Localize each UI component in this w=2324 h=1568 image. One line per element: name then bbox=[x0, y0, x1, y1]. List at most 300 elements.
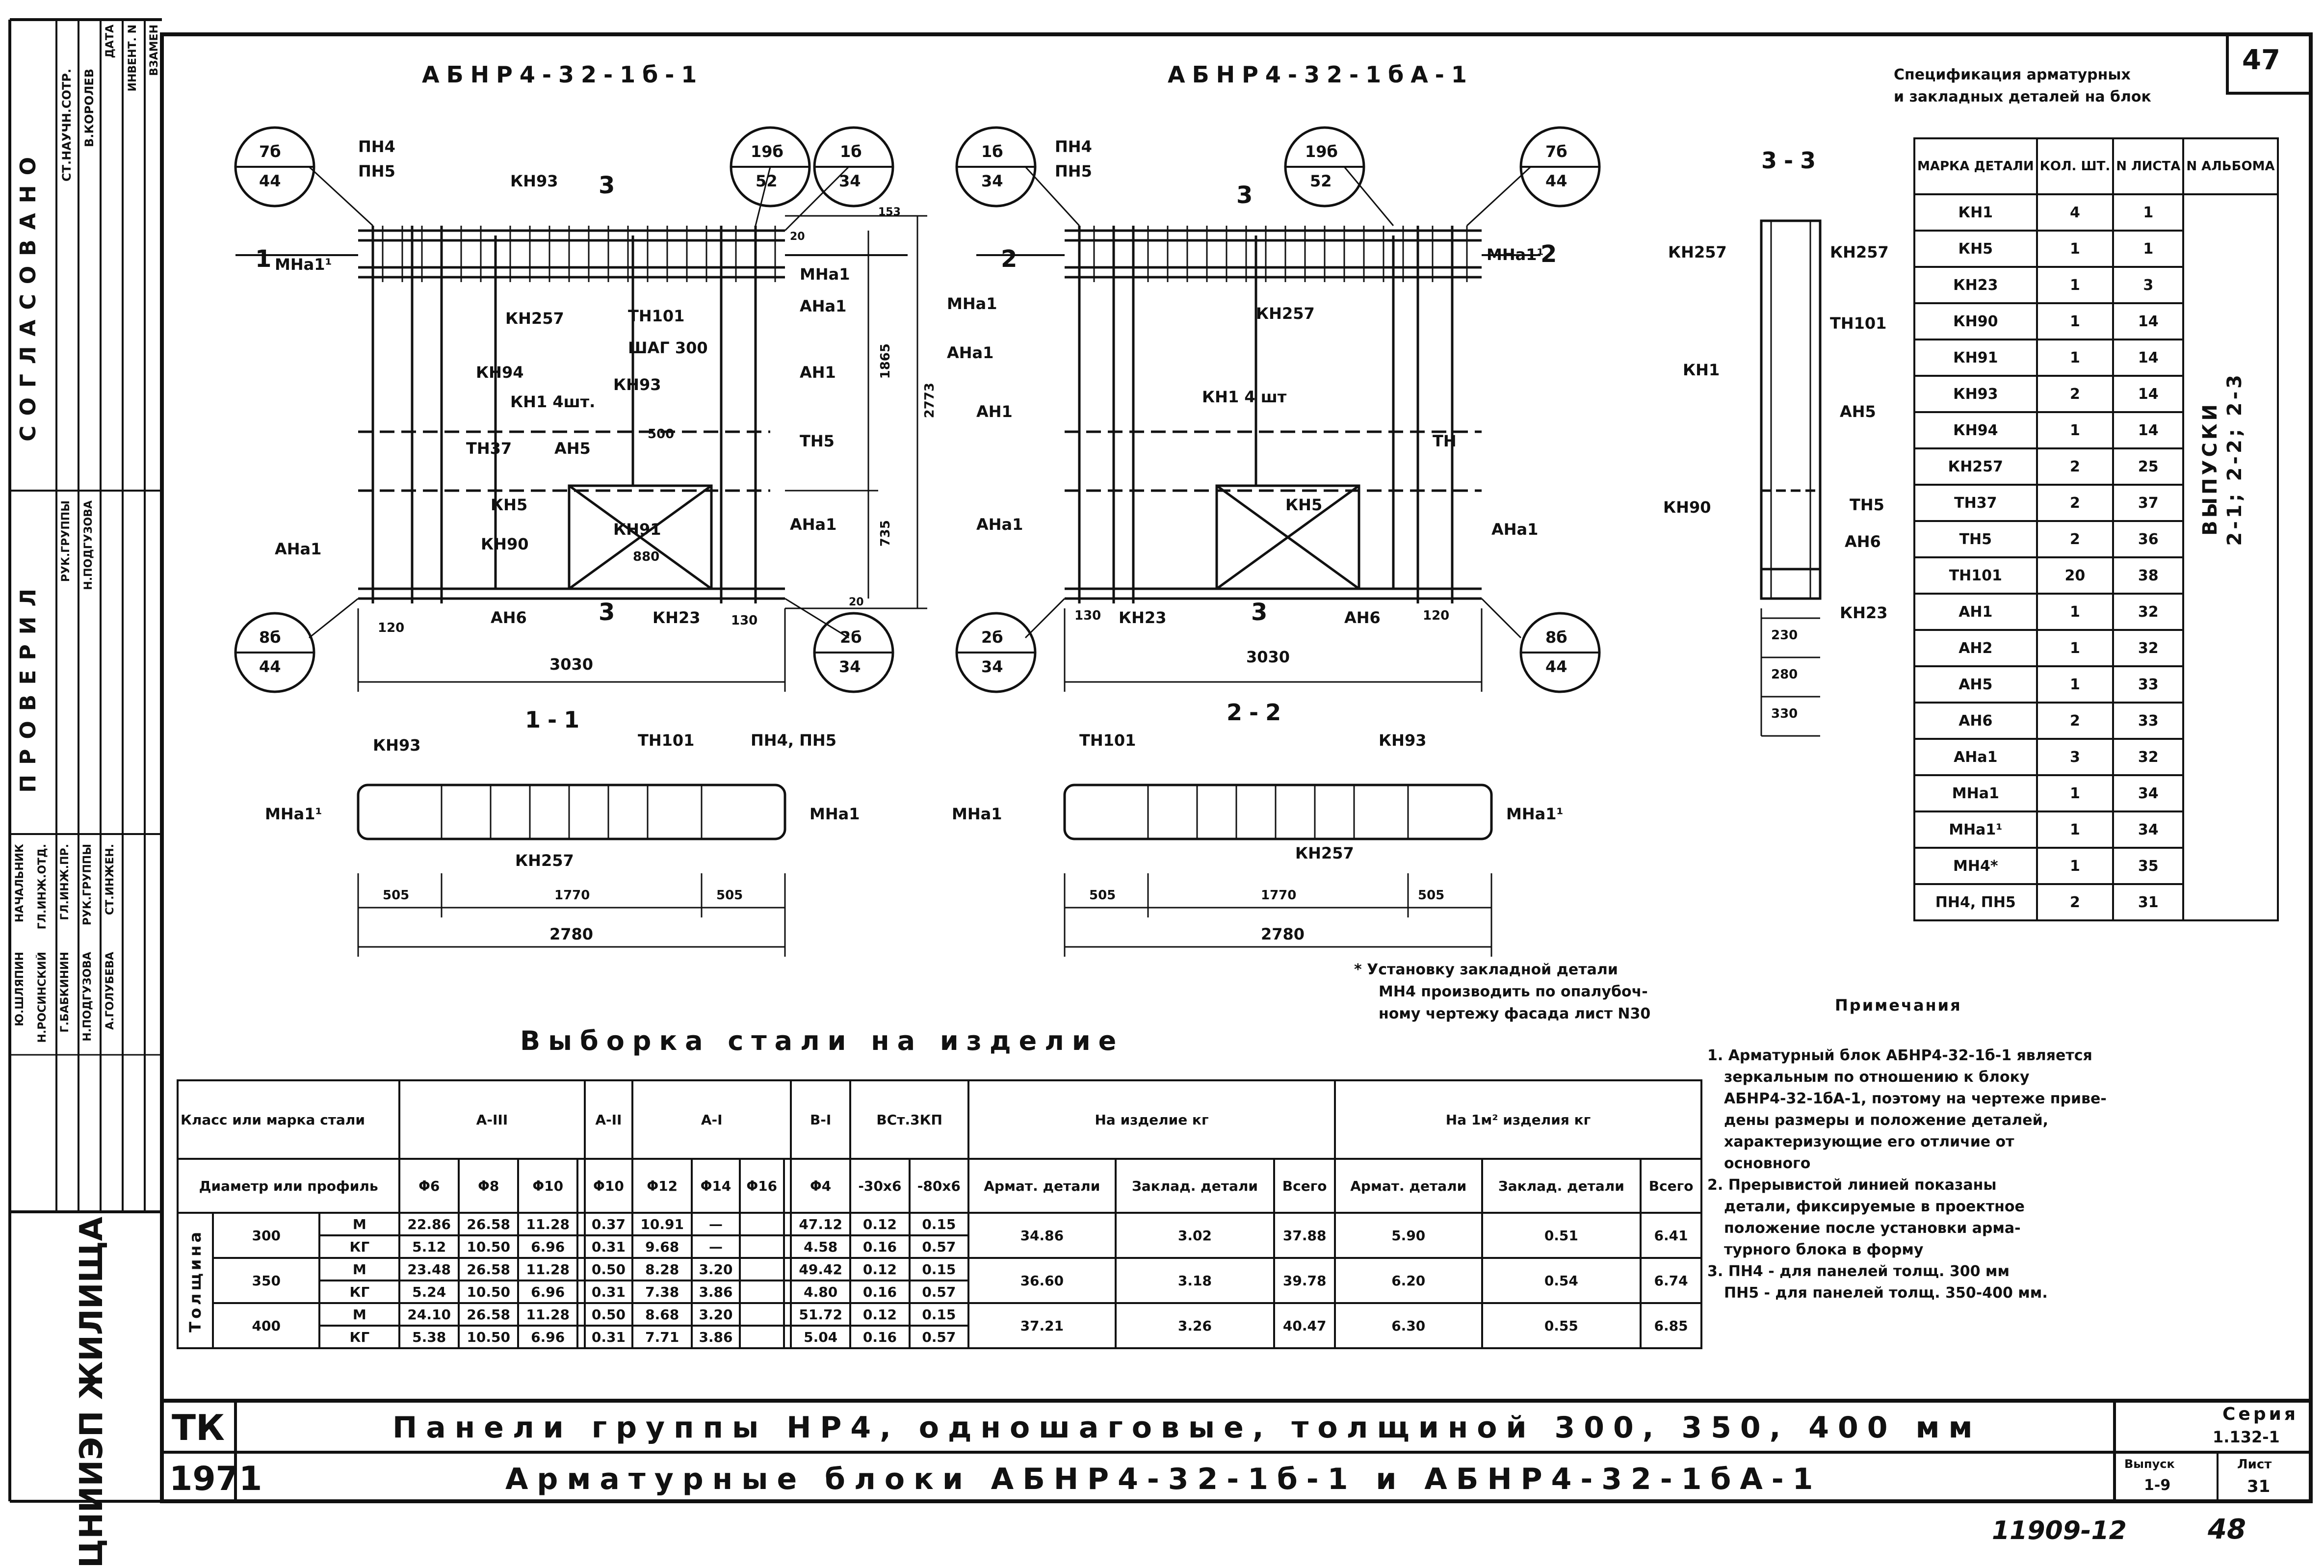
spec-mark: ТН37 bbox=[1914, 485, 2037, 521]
spec-mark: КН91 bbox=[1914, 340, 2037, 376]
stamp-staff-name: Н.ПОДГУЗОВА bbox=[81, 952, 94, 1042]
title-block-line2: Арматурные блоки АБНР4-32-1б-1 и АБНР4-32-1бА-1 bbox=[505, 1462, 1822, 1496]
steel-val: 6.96 bbox=[518, 1281, 577, 1303]
dimension-label: 120 bbox=[1423, 608, 1450, 623]
steel-val: 5.04 bbox=[791, 1326, 850, 1348]
spec-sheet: 3 bbox=[2113, 267, 2183, 303]
steel-val: 3.86 bbox=[692, 1281, 740, 1303]
spec-qty: 20 bbox=[2037, 557, 2114, 594]
spec-mark: КН23 bbox=[1914, 267, 2037, 303]
steel-val bbox=[577, 1281, 584, 1303]
steel-val: 7.38 bbox=[632, 1281, 692, 1303]
spec-mark: ПН4, ПН5 bbox=[1914, 884, 2037, 920]
spec-qty: 3 bbox=[2037, 739, 2114, 775]
dimension-label: 130 bbox=[1074, 608, 1101, 623]
rebar-label: КН23 bbox=[1119, 608, 1167, 627]
steel-sum: 5.90 bbox=[1335, 1213, 1482, 1258]
steel-diam: Φ12 bbox=[632, 1159, 692, 1213]
steel-val bbox=[784, 1326, 791, 1348]
steel-sum: 3.26 bbox=[1116, 1303, 1275, 1348]
spec-mark: КН90 bbox=[1914, 303, 2037, 340]
rebar-label: ТН101 bbox=[638, 731, 695, 750]
note-line: характеризующие его отличие от bbox=[1724, 1133, 2014, 1150]
steel-sum: 6.74 bbox=[1641, 1258, 1701, 1303]
rebar-label: АНа1 bbox=[275, 540, 322, 558]
dimension-label: 230 bbox=[1771, 628, 1798, 643]
circle-label-top: 7б bbox=[259, 142, 281, 161]
notes-block bbox=[1707, 1045, 2107, 1304]
rebar-label: ТН5 bbox=[800, 432, 835, 450]
dimension-label: 505 bbox=[716, 888, 743, 903]
steel-val: 26.58 bbox=[459, 1303, 518, 1326]
dimension-label: 500 bbox=[648, 427, 675, 442]
stamp-col-invent: ИНВЕНТ. N bbox=[127, 25, 139, 92]
spec-header: N АЛЬБОМА bbox=[2183, 138, 2277, 194]
stamp-staff-role: СТ.ИНЖЕН. bbox=[104, 844, 116, 915]
steel-val: 0.50 bbox=[585, 1303, 633, 1326]
steel-val: 9.68 bbox=[632, 1235, 692, 1258]
spec-sheet: 1 bbox=[2113, 231, 2183, 267]
dimension-label: 120 bbox=[378, 621, 405, 635]
rebar-label: КН91 bbox=[613, 520, 661, 539]
circle-label-top: 19б bbox=[1305, 142, 1338, 161]
right-view-title: АБНР4-32-1бА-1 bbox=[1168, 61, 1474, 88]
circle-label-bottom: 44 bbox=[259, 657, 281, 676]
spec-mark: КН5 bbox=[1914, 231, 2037, 267]
rebar-label: ПН4 bbox=[1055, 137, 1092, 156]
steel-diam: Φ16 bbox=[740, 1159, 784, 1213]
steel-val bbox=[740, 1281, 784, 1303]
issue-value: 1-9 bbox=[2144, 1477, 2171, 1494]
steel-thk: 350 bbox=[213, 1258, 319, 1303]
steel-sum: 3.02 bbox=[1116, 1213, 1275, 1258]
steel-val: 0.31 bbox=[585, 1235, 633, 1258]
steel-val bbox=[577, 1303, 584, 1326]
rebar-label: КН257 bbox=[1256, 304, 1315, 323]
spec-header: КОЛ. ШТ. bbox=[2037, 138, 2114, 194]
spec-mark: ТН5 bbox=[1914, 521, 2037, 557]
rebar-label: КН90 bbox=[1663, 498, 1711, 517]
steel-sum-header: Заклад. детали bbox=[1116, 1159, 1275, 1213]
dimension-label: 153 bbox=[878, 206, 901, 218]
steel-unit: КГ bbox=[319, 1281, 399, 1303]
steel-sum: 0.55 bbox=[1482, 1303, 1641, 1348]
note-line: основного bbox=[1724, 1155, 1811, 1172]
steel-on-item: На изделие кг bbox=[968, 1080, 1335, 1159]
dimension-label: 280 bbox=[1771, 667, 1798, 682]
stamp-staff-name: Г.БАБКИНИН bbox=[59, 952, 71, 1033]
section-33-lines bbox=[1761, 221, 1820, 736]
steel-val: 0.57 bbox=[910, 1235, 968, 1258]
steel-val: 0.15 bbox=[910, 1303, 968, 1326]
steel-val: 0.15 bbox=[910, 1213, 968, 1235]
rebar-label: КН257 bbox=[1668, 243, 1727, 261]
steel-val: 22.86 bbox=[399, 1213, 459, 1235]
rebar-label: ТН101 bbox=[1830, 314, 1887, 333]
circle-label-bottom: 52 bbox=[756, 172, 778, 190]
stamp-col-instead: ВЗАМЕН bbox=[148, 25, 160, 76]
rebar-label: АН6 bbox=[1344, 608, 1381, 627]
rebar-label: ТН101 bbox=[628, 307, 685, 325]
stamp-staff-role: ГЛ.ИНЖ.ПР. bbox=[59, 844, 71, 920]
spec-sheet: 32 bbox=[2113, 739, 2183, 775]
left-elevation-lines bbox=[235, 167, 927, 692]
rebar-label: МНа1¹ bbox=[275, 255, 332, 274]
rebar-label: МНа1 bbox=[947, 294, 997, 313]
rebar-label: КН5 bbox=[1285, 496, 1323, 514]
steel-sum-header: Заклад. детали bbox=[1482, 1159, 1641, 1213]
steel-val: 6.96 bbox=[518, 1235, 577, 1258]
steel-unit: КГ bbox=[319, 1326, 399, 1348]
steel-val bbox=[784, 1303, 791, 1326]
section-11-title: 1-1 bbox=[525, 706, 587, 733]
sheet-number: 47 bbox=[2242, 44, 2280, 76]
spec-sheet: 33 bbox=[2113, 666, 2183, 703]
spec-sheet: 35 bbox=[2113, 848, 2183, 884]
dimension-label: 505 bbox=[383, 888, 410, 903]
spec-qty: 1 bbox=[2037, 811, 2114, 848]
spec-mark: МНа1¹ bbox=[1914, 811, 2037, 848]
steel-sum: 0.51 bbox=[1482, 1213, 1641, 1258]
steel-val: 0.57 bbox=[910, 1326, 968, 1348]
org-logo: ЦНИИЭП ЖИЛИЩА bbox=[74, 1217, 110, 1568]
spec-sheet: 32 bbox=[2113, 594, 2183, 630]
spec-album-note: 2-1; 2-2; 2-3 bbox=[2223, 372, 2246, 546]
spec-sheet: 31 bbox=[2113, 884, 2183, 920]
dimension-label: 735 bbox=[878, 520, 893, 547]
spec-album-cell bbox=[2183, 194, 2277, 920]
steel-sum: 39.78 bbox=[1274, 1258, 1335, 1303]
spec-sheet: 14 bbox=[2113, 303, 2183, 340]
spec-mark: АН2 bbox=[1914, 630, 2037, 666]
rebar-label: АНа1 bbox=[1491, 520, 1539, 539]
steel-sum-header: Армат. детали bbox=[968, 1159, 1116, 1213]
circle-label-top: 1б bbox=[981, 142, 1003, 161]
steel-val: 26.58 bbox=[459, 1213, 518, 1235]
steel-val: 0.31 bbox=[585, 1281, 633, 1303]
rebar-label: КН93 bbox=[613, 375, 661, 394]
title-block-line1: Панели группы НР4, одношаговые, толщиной 300, 350, 400 мм bbox=[392, 1411, 1982, 1445]
stamp-agreed-header: СОГЛАСОВАНО bbox=[16, 147, 41, 442]
steel-diam: Φ6 bbox=[399, 1159, 459, 1213]
circle-label-bottom: 34 bbox=[981, 657, 1003, 676]
steel-val: 0.16 bbox=[850, 1235, 909, 1258]
steel-val: 0.50 bbox=[585, 1258, 633, 1281]
steel-val: 3.20 bbox=[692, 1303, 740, 1326]
steel-val: 5.24 bbox=[399, 1281, 459, 1303]
rebar-label: КН5 bbox=[491, 496, 528, 514]
steel-sum: 6.85 bbox=[1641, 1303, 1701, 1348]
stamp-staff-name: Ю.ШЛЯПИН bbox=[14, 952, 26, 1026]
steel-val: 0.37 bbox=[585, 1213, 633, 1235]
steel-sum: 6.30 bbox=[1335, 1303, 1482, 1348]
steel-unit: М bbox=[319, 1213, 399, 1235]
steel-sum: 34.86 bbox=[968, 1213, 1116, 1258]
footnote-line: ному чертежу фасада лист N30 bbox=[1379, 1005, 1651, 1022]
section-mark: 2 bbox=[1541, 240, 1557, 268]
rebar-label: АН1 bbox=[800, 363, 836, 382]
spec-mark: ТН101 bbox=[1914, 557, 2037, 594]
steel-diam-label: Диаметр или профиль bbox=[178, 1159, 399, 1213]
steel-val: — bbox=[692, 1213, 740, 1235]
spec-qty: 1 bbox=[2037, 630, 2114, 666]
table-row bbox=[178, 1213, 1701, 1235]
spec-sheet: 1 bbox=[2113, 194, 2183, 231]
spec-mark: АНа1 bbox=[1914, 739, 2037, 775]
rebar-label: АН5 bbox=[554, 439, 591, 458]
steel-sum-header: Армат. детали bbox=[1335, 1159, 1482, 1213]
steel-val: 0.31 bbox=[585, 1326, 633, 1348]
steel-val: 0.12 bbox=[850, 1303, 909, 1326]
steel-val: 10.50 bbox=[459, 1281, 518, 1303]
spec-sheet: 25 bbox=[2113, 448, 2183, 485]
dimension-label: 2780 bbox=[549, 925, 594, 943]
steel-sum: 6.41 bbox=[1641, 1213, 1701, 1258]
title-block-tk: ТК bbox=[172, 1407, 225, 1448]
section-mark: 1 bbox=[255, 245, 272, 273]
steel-class: A-I bbox=[632, 1080, 791, 1159]
rebar-label: ПН4 bbox=[358, 137, 395, 156]
steel-val: 23.48 bbox=[399, 1258, 459, 1281]
steel-val: 10.50 bbox=[459, 1235, 518, 1258]
spec-qty: 2 bbox=[2037, 376, 2114, 412]
steel-val bbox=[784, 1213, 791, 1235]
spec-sheet: 37 bbox=[2113, 485, 2183, 521]
steel-val: 4.58 bbox=[791, 1235, 850, 1258]
section-mark: 2 bbox=[1001, 245, 1018, 273]
spec-album-prefix: ВЫПУСКИ bbox=[2199, 401, 2222, 536]
bottom-code: 11909-12 bbox=[1992, 1516, 2127, 1545]
steel-class: B-I bbox=[791, 1080, 850, 1159]
rebar-label: АН1 bbox=[976, 402, 1013, 421]
note-line: турного блока в форму bbox=[1724, 1241, 1924, 1258]
spec-qty: 2 bbox=[2037, 448, 2114, 485]
stamp-staff-name: Н.РОСИНСКИЙ bbox=[36, 952, 49, 1043]
spec-qty: 1 bbox=[2037, 666, 2114, 703]
steel-diam: Φ10 bbox=[518, 1159, 577, 1213]
spec-sheet: 34 bbox=[2113, 811, 2183, 848]
rebar-label: АН6 bbox=[491, 608, 527, 627]
steel-val: 49.42 bbox=[791, 1258, 850, 1281]
steel-title: Выборка стали на изделие bbox=[520, 1025, 1124, 1056]
circle-label-bottom: 34 bbox=[839, 657, 861, 676]
spec-sheet: 38 bbox=[2113, 557, 2183, 594]
steel-diam bbox=[577, 1159, 584, 1213]
spec-sheet: 14 bbox=[2113, 376, 2183, 412]
dimension-label: 20 bbox=[790, 231, 805, 243]
thickness-cell bbox=[178, 1213, 213, 1348]
spec-qty: 1 bbox=[2037, 594, 2114, 630]
circle-label-bottom: 44 bbox=[1545, 172, 1567, 190]
rebar-label: ПН4, ПН5 bbox=[751, 731, 836, 750]
rebar-label: КН1 4 шт bbox=[1202, 388, 1287, 406]
stamp-checked-name: Н.ПОДГУЗОВА bbox=[82, 500, 95, 590]
spec-qty: 1 bbox=[2037, 231, 2114, 267]
spec-mark: КН1 bbox=[1914, 194, 2037, 231]
spec-mark: АН1 bbox=[1914, 594, 2037, 630]
steel-val bbox=[784, 1258, 791, 1281]
rebar-label: КН23 bbox=[653, 608, 701, 627]
steel-val bbox=[740, 1303, 784, 1326]
section-22-title: 2-2 bbox=[1227, 699, 1288, 726]
rebar-label: КН1 bbox=[1683, 361, 1720, 379]
steel-val: 11.28 bbox=[518, 1213, 577, 1235]
spec-table bbox=[1913, 137, 2279, 921]
series-label: Серия bbox=[2222, 1404, 2298, 1424]
dimension-label: 1865 bbox=[878, 343, 893, 379]
circle-label-bottom: 34 bbox=[981, 172, 1003, 190]
spec-qty: 2 bbox=[2037, 884, 2114, 920]
steel-val bbox=[740, 1326, 784, 1348]
steel-per-m2: На 1м² изделия кг bbox=[1335, 1080, 1701, 1159]
rebar-label: КН257 bbox=[515, 851, 574, 870]
steel-val: 0.16 bbox=[850, 1326, 909, 1348]
rebar-label: МНа1¹ bbox=[1487, 245, 1544, 264]
steel-val: 0.16 bbox=[850, 1281, 909, 1303]
steel-thk: 300 bbox=[213, 1213, 319, 1258]
issue-label: Выпуск bbox=[2124, 1457, 2175, 1471]
steel-val: 24.10 bbox=[399, 1303, 459, 1326]
steel-sum: 36.60 bbox=[968, 1258, 1116, 1303]
spec-qty: 2 bbox=[2037, 703, 2114, 739]
spec-qty: 4 bbox=[2037, 194, 2114, 231]
steel-sum-header: Всего bbox=[1641, 1159, 1701, 1213]
circle-label-top: 8б bbox=[1545, 628, 1567, 647]
bottom-page: 48 bbox=[2208, 1514, 2246, 1545]
steel-val bbox=[784, 1281, 791, 1303]
spec-header: МАРКА ДЕТАЛИ bbox=[1914, 138, 2037, 194]
steel-unit: М bbox=[319, 1258, 399, 1281]
steel-val: 26.58 bbox=[459, 1258, 518, 1281]
steel-diam: Φ4 bbox=[791, 1159, 850, 1213]
rebar-label: КН93 bbox=[1379, 731, 1427, 750]
steel-val: 0.12 bbox=[850, 1213, 909, 1235]
steel-sum: 3.18 bbox=[1116, 1258, 1275, 1303]
rebar-label: АН5 bbox=[1840, 402, 1876, 421]
dimension-label: 1770 bbox=[554, 888, 590, 903]
stamp-col-date: ДАТА bbox=[104, 25, 116, 58]
steel-val: 6.96 bbox=[518, 1326, 577, 1348]
rebar-label: ТН5 bbox=[1850, 496, 1884, 514]
rebar-label: МНа1¹ bbox=[1506, 805, 1564, 823]
rebar-label: ПН5 bbox=[358, 162, 395, 181]
steel-val: 0.15 bbox=[910, 1258, 968, 1281]
steel-val: — bbox=[692, 1235, 740, 1258]
rebar-label: КН257 bbox=[505, 309, 564, 328]
steel-val bbox=[740, 1235, 784, 1258]
steel-val: 0.57 bbox=[910, 1281, 968, 1303]
spec-qty: 1 bbox=[2037, 340, 2114, 376]
spec-sheet: 14 bbox=[2113, 340, 2183, 376]
circle-label-top: 1б bbox=[840, 142, 862, 161]
circle-label-top: 19б bbox=[751, 142, 783, 161]
steel-sum: 40.47 bbox=[1274, 1303, 1335, 1348]
spec-sheet: 14 bbox=[2113, 412, 2183, 448]
circle-label-top: 8б bbox=[259, 628, 281, 647]
table-row bbox=[1914, 194, 2278, 231]
table-row bbox=[178, 1303, 1701, 1326]
dimension-label: 130 bbox=[731, 613, 758, 628]
spec-qty: 1 bbox=[2037, 303, 2114, 340]
stamp-checked-role: РУК.ГРУППЫ bbox=[60, 500, 72, 582]
steel-diam: Φ14 bbox=[692, 1159, 740, 1213]
rebar-label: КН257 bbox=[1830, 243, 1889, 261]
steel-val: 3.20 bbox=[692, 1258, 740, 1281]
steel-val: 3.86 bbox=[692, 1326, 740, 1348]
circle-label-bottom: 44 bbox=[1545, 657, 1567, 676]
footnote-line: * Установку закладной детали bbox=[1354, 961, 1618, 978]
note-line: 1. Арматурный блок АБНР4-32-1б-1 является bbox=[1707, 1047, 2092, 1064]
dimension-label: 3030 bbox=[549, 655, 594, 674]
spec-sheet: 33 bbox=[2113, 703, 2183, 739]
note-line: 2. Прерывистой линией показаны bbox=[1707, 1176, 1997, 1194]
circle-label-top: 2б bbox=[840, 628, 862, 647]
spec-qty: 1 bbox=[2037, 267, 2114, 303]
steel-val: 8.28 bbox=[632, 1258, 692, 1281]
section-mark: 3 bbox=[1251, 599, 1268, 626]
rebar-label: МНа1 bbox=[952, 805, 1002, 823]
notes-title: Примечания bbox=[1835, 996, 1962, 1015]
steel-val: 10.50 bbox=[459, 1326, 518, 1348]
spec-sheet: 32 bbox=[2113, 630, 2183, 666]
rebar-label: КН93 bbox=[510, 172, 558, 190]
spec-qty: 2 bbox=[2037, 485, 2114, 521]
steel-sum: 37.21 bbox=[968, 1303, 1116, 1348]
rebar-label: АНа1 bbox=[976, 515, 1023, 534]
steel-val: 7.71 bbox=[632, 1326, 692, 1348]
rebar-label: КН257 bbox=[1295, 844, 1354, 862]
spec-qty: 2 bbox=[2037, 521, 2114, 557]
title-block-year: 1971 bbox=[169, 1460, 262, 1498]
rebar-label: АНа1 bbox=[947, 343, 994, 362]
spec-title-line2: и закладных деталей на блок bbox=[1894, 88, 2151, 105]
steel-class: A-III bbox=[399, 1080, 584, 1159]
rebar-label: КН94 bbox=[476, 363, 524, 382]
note-line: детали, фиксируемые в проектное bbox=[1724, 1198, 2025, 1215]
steel-diam: Φ10 bbox=[585, 1159, 633, 1213]
steel-val bbox=[784, 1235, 791, 1258]
section-mark: 3 bbox=[1236, 182, 1253, 209]
dimension-label: 2780 bbox=[1261, 925, 1305, 943]
dimension-label: 3030 bbox=[1246, 648, 1290, 666]
steel-val: 11.28 bbox=[518, 1303, 577, 1326]
rebar-label: МНа1 bbox=[809, 805, 860, 823]
rebar-label: АНа1 bbox=[800, 297, 847, 315]
steel-val: 47.12 bbox=[791, 1213, 850, 1235]
stamp-staff-role: ГЛ.ИНЖ.ОТД. bbox=[36, 844, 49, 930]
rebar-label: ТН bbox=[1433, 432, 1457, 450]
spec-qty: 1 bbox=[2037, 412, 2114, 448]
steel-diam: Φ8 bbox=[459, 1159, 518, 1213]
steel-val bbox=[577, 1235, 584, 1258]
steel-val: 10.91 bbox=[632, 1213, 692, 1235]
sheet-value: 31 bbox=[2247, 1477, 2271, 1496]
rebar-label: МНа1¹ bbox=[265, 805, 322, 823]
dimension-label: 2773 bbox=[922, 383, 937, 418]
spec-qty: 1 bbox=[2037, 848, 2114, 884]
steel-sum-header: Всего bbox=[1274, 1159, 1335, 1213]
dimension-label: 20 bbox=[849, 596, 864, 608]
spec-mark: КН257 bbox=[1914, 448, 2037, 485]
steel-val bbox=[740, 1213, 784, 1235]
spec-mark: АН6 bbox=[1914, 703, 2037, 739]
rebar-label: ШАГ 300 bbox=[628, 339, 708, 357]
spec-mark: МН4* bbox=[1914, 848, 2037, 884]
steel-val: 0.12 bbox=[850, 1258, 909, 1281]
steel-sum: 37.88 bbox=[1274, 1213, 1335, 1258]
stamp-checked-header: ПРОВЕРИЛ bbox=[16, 579, 41, 793]
stamp-agreed-role: СТ.НАУЧН.СОТР. bbox=[60, 69, 74, 182]
